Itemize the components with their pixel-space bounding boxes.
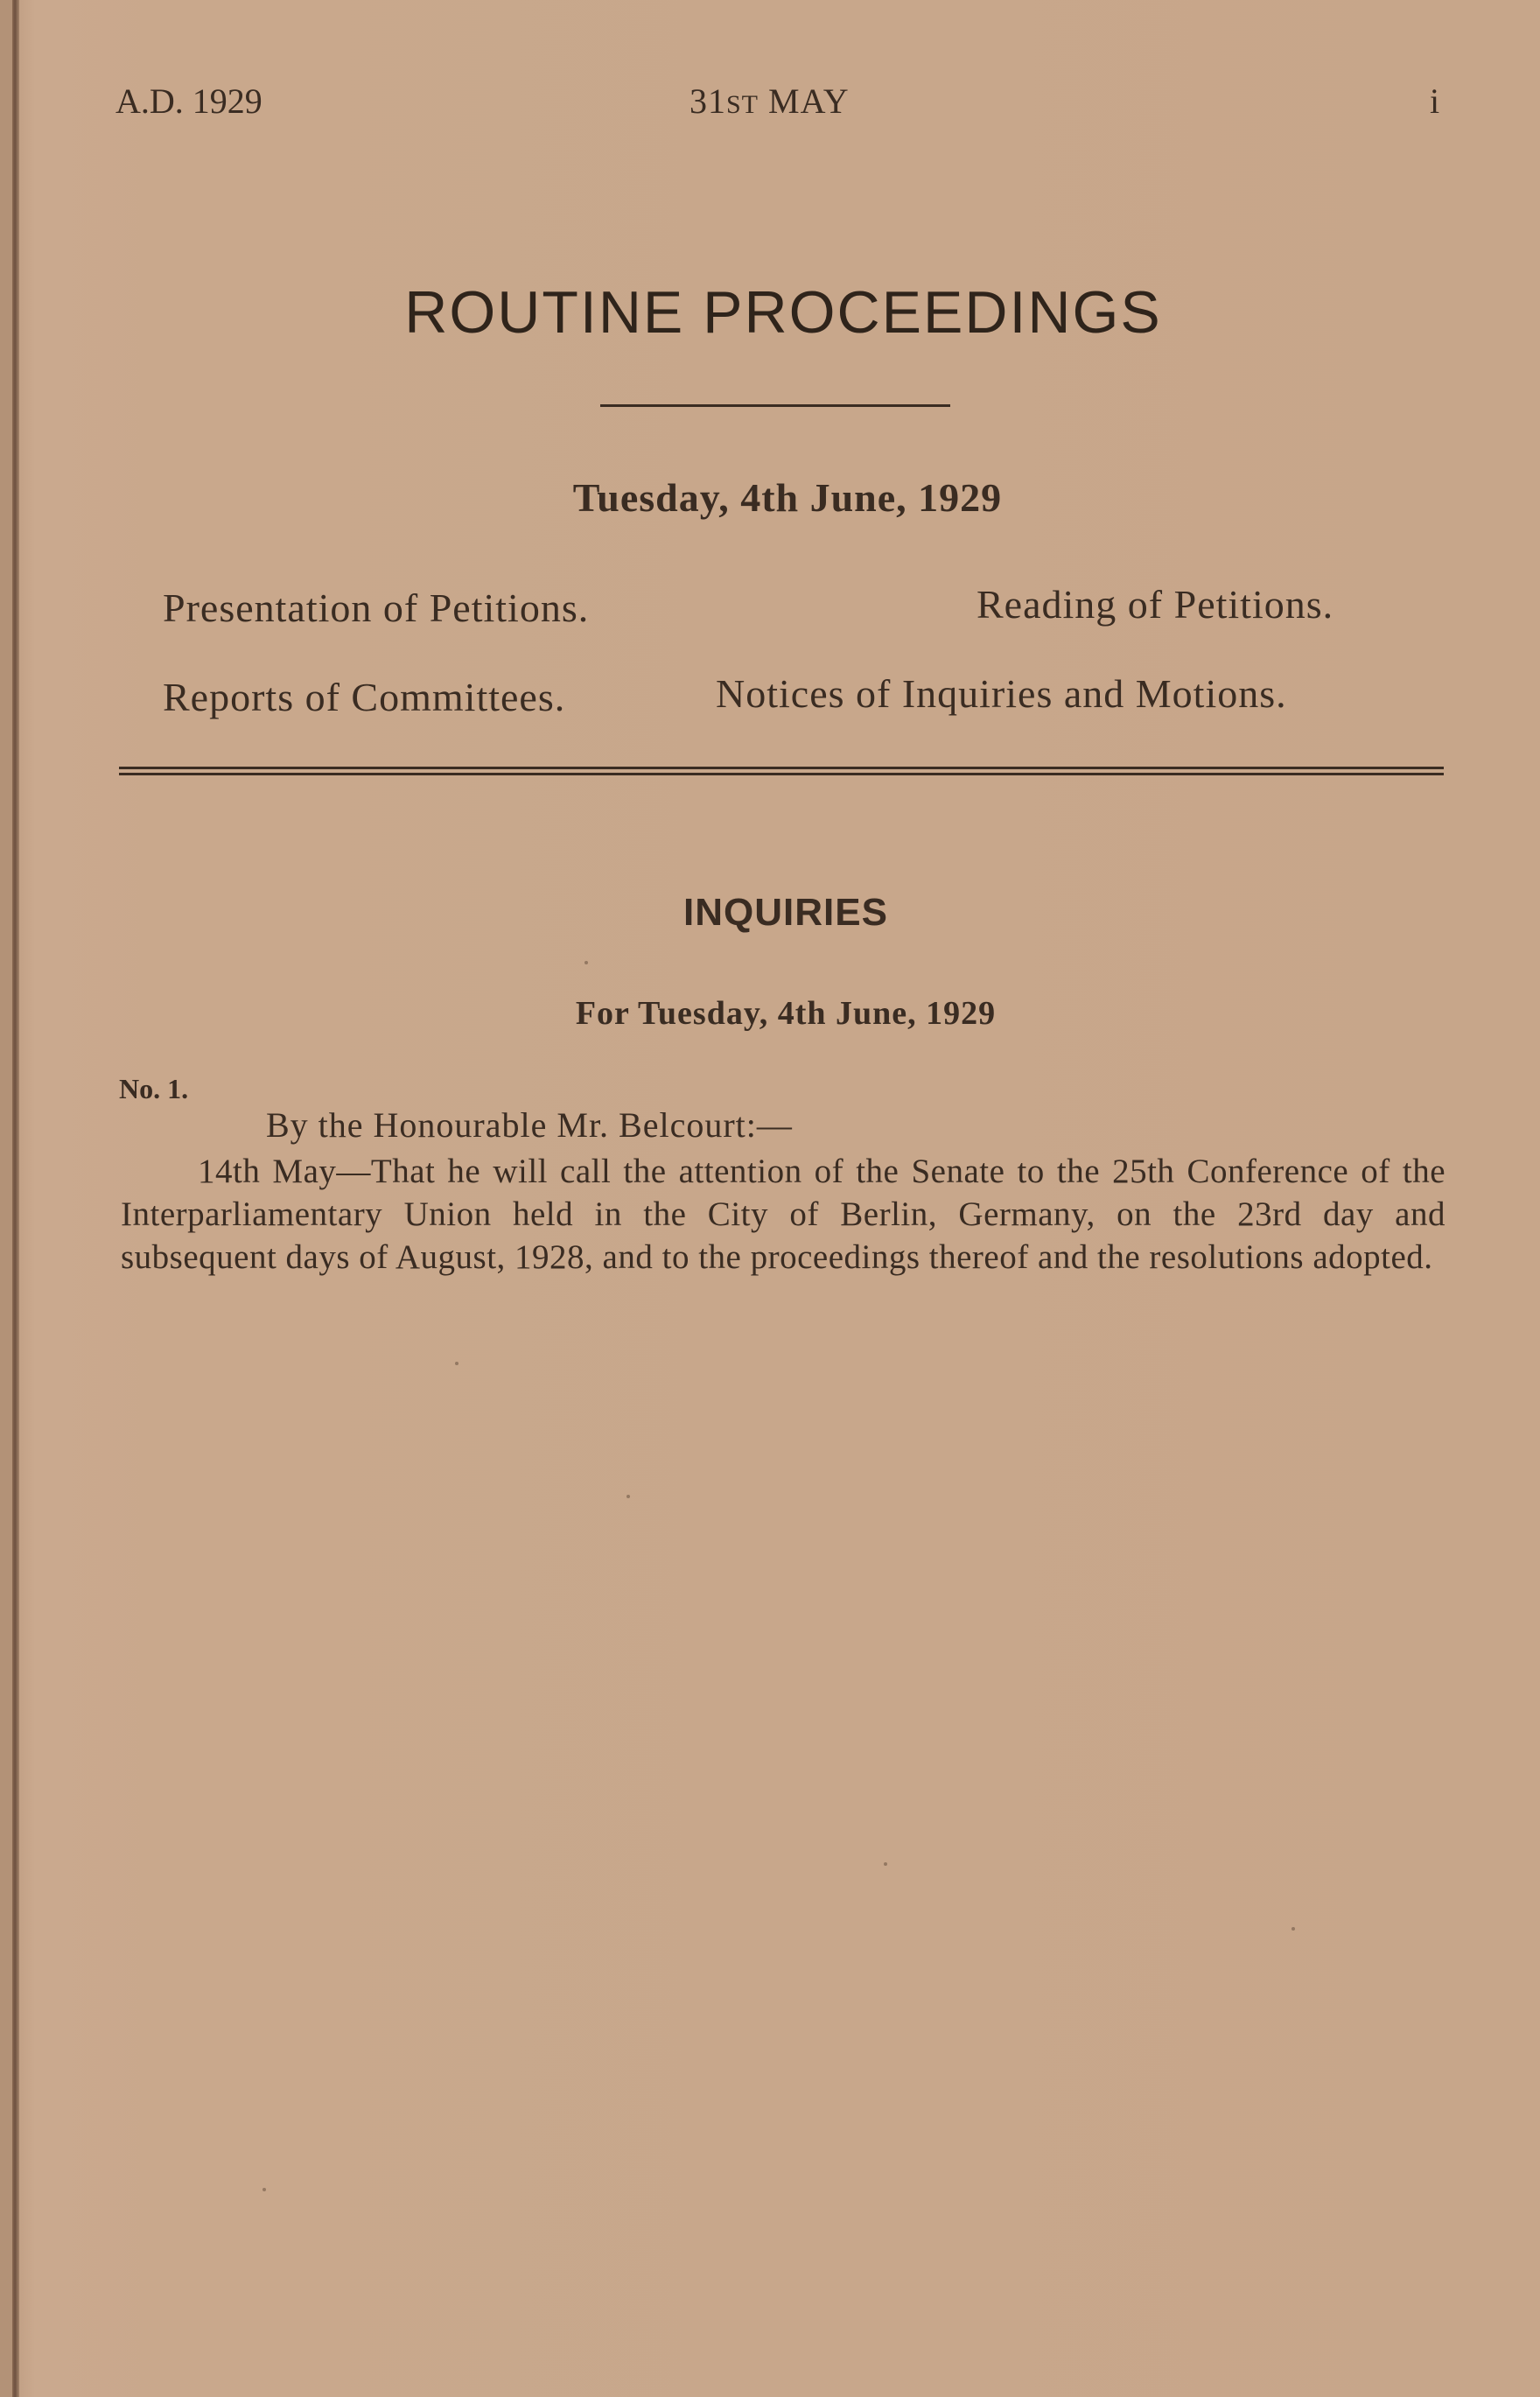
running-head-date bbox=[690, 81, 850, 122]
paper-speck bbox=[1292, 1927, 1295, 1931]
paper-speck bbox=[626, 1495, 630, 1498]
sitting-date: Tuesday, 4th June, 1929 bbox=[572, 475, 1003, 520]
order-item-reports-of-committees: Reports of Committees. bbox=[163, 675, 566, 719]
running-head-day-suffix: ST bbox=[726, 90, 760, 119]
inquiry-number: No. 1. bbox=[119, 1073, 189, 1104]
section-divider bbox=[119, 767, 1444, 775]
title-rule bbox=[600, 404, 950, 407]
order-item-notices-of-inquiries: Notices of Inquiries and Motions. bbox=[716, 671, 1287, 716]
page-edge bbox=[0, 0, 12, 2397]
binding-spine bbox=[12, 0, 19, 2397]
inquiry-mover: By the Honourable Mr. Belcourt:— bbox=[266, 1105, 793, 1145]
running-head-year: A.D. 1929 bbox=[116, 81, 262, 121]
inquiries-date: For Tuesday, 4th June, 1929 bbox=[575, 995, 997, 1032]
paper-speck bbox=[884, 1862, 887, 1866]
running-head bbox=[0, 81, 1540, 124]
order-item-presentation-of-petitions: Presentation of Petitions. bbox=[163, 585, 590, 630]
running-head-month: MAY bbox=[768, 81, 850, 121]
paper-speck bbox=[262, 2188, 266, 2191]
order-item-reading-of-petitions: Reading of Petitions. bbox=[976, 582, 1334, 627]
paper-speck bbox=[455, 1362, 458, 1365]
inquiries-heading: INQUIRIES bbox=[683, 891, 888, 934]
paper-speck bbox=[584, 961, 588, 964]
running-head-day: 31 bbox=[690, 81, 726, 121]
page-number: i bbox=[1430, 81, 1440, 121]
inquiry-text: 14th May—That he will call the attention of the Senate to the 25th Conference of the Interparliamentary Union held in the City of Berlin, Germany, on the 23rd day and subsequent days of August, 1928, and to the proceedings thereof and the resolutions adopted. bbox=[121, 1153, 1446, 1276]
page-title: ROUTINE PROCEEDINGS bbox=[404, 279, 1162, 346]
